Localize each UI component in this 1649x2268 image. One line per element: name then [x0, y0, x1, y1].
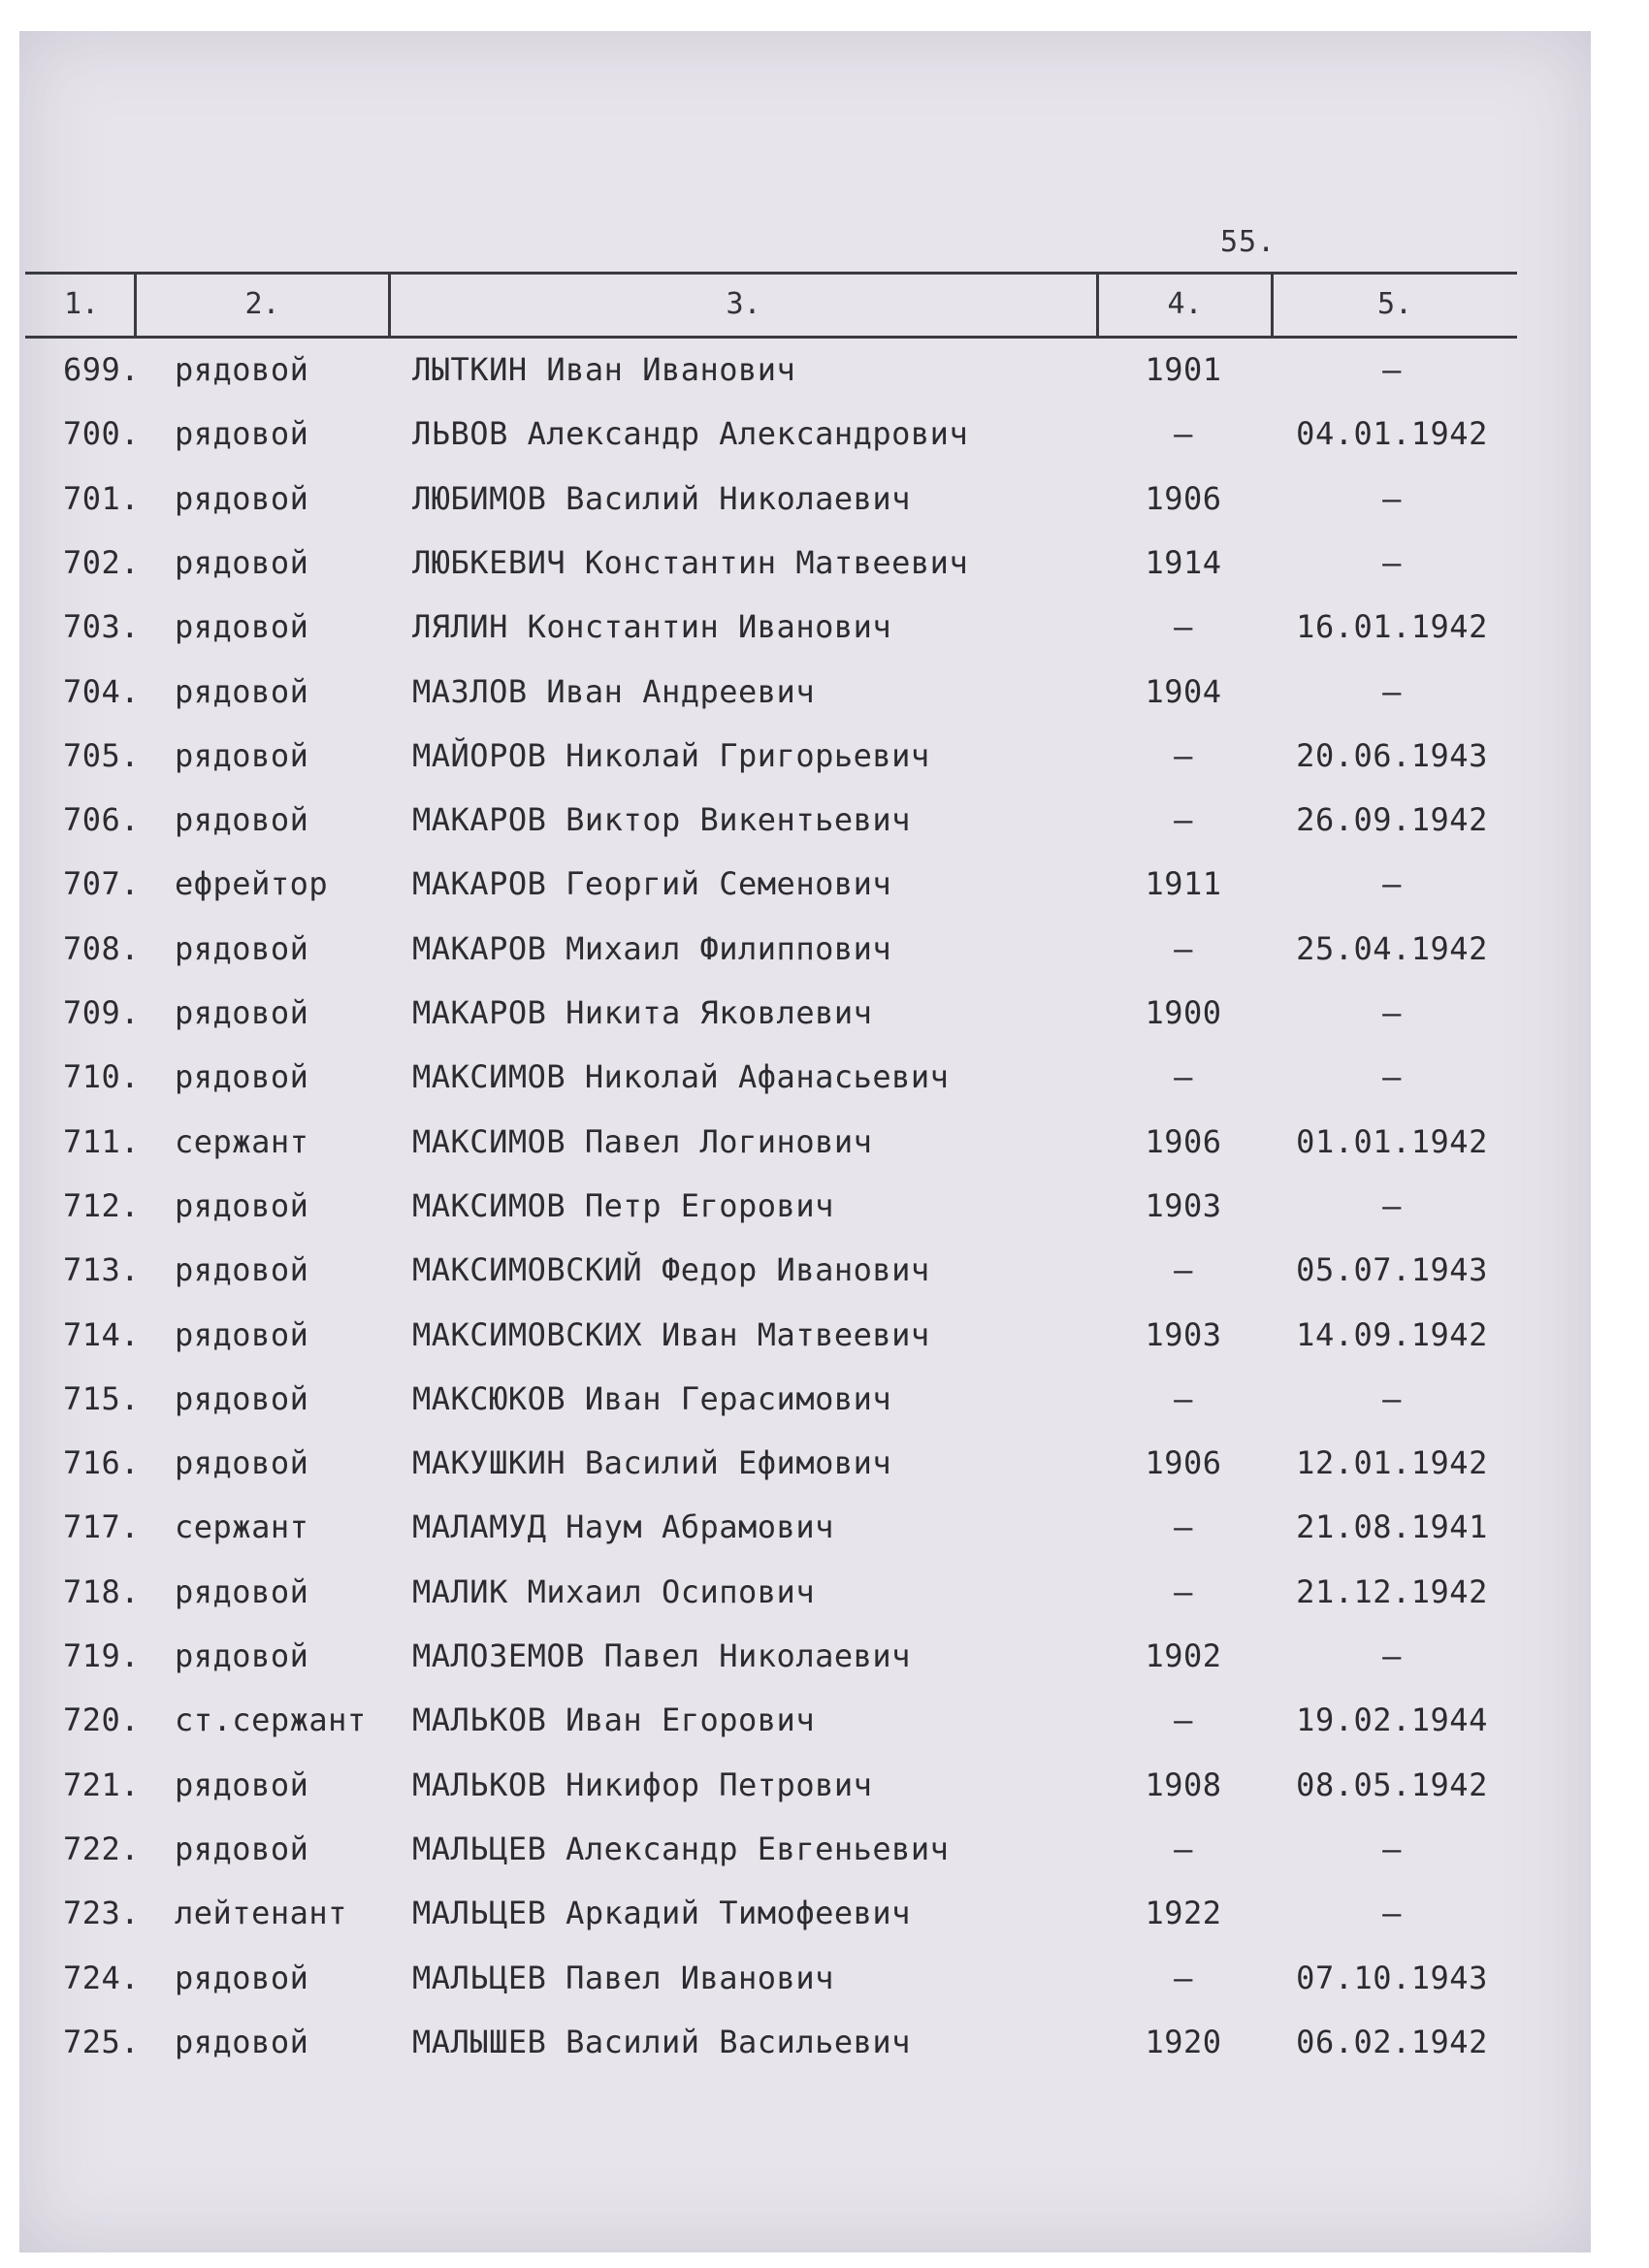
table-row — [0, 1123, 1649, 1172]
row-number: 714. — [62, 1315, 140, 1353]
row-date: 01.01.1942 — [1296, 1122, 1488, 1160]
row-name: МАЗЛОВ Иван Андреевич — [412, 672, 816, 710]
row-birth-year: – — [1174, 736, 1193, 774]
row-date: – — [1382, 543, 1402, 581]
row-number: 710. — [62, 1058, 140, 1096]
row-name: МАЛЬЦЕВ Аркадий Тимофеевич — [412, 1895, 911, 1932]
table-row — [0, 351, 1649, 400]
row-date: – — [1382, 1637, 1402, 1674]
table-row — [0, 1187, 1649, 1236]
row-birth-year: 1904 — [1145, 672, 1222, 710]
header-bottom-rule — [25, 336, 1517, 339]
table-row — [0, 608, 1649, 657]
row-number: 701. — [62, 479, 140, 517]
row-name: МАКАРОВ Никита Яковлевич — [412, 994, 873, 1031]
row-number: 709. — [62, 994, 140, 1031]
row-rank: рядовой — [175, 543, 309, 581]
row-date: – — [1382, 479, 1402, 517]
row-date: 20.06.1943 — [1296, 736, 1488, 774]
table-row — [0, 1701, 1649, 1750]
row-rank: ст.сержант — [175, 1701, 367, 1739]
row-birth-year: 1911 — [1145, 865, 1222, 903]
row-birth-year: – — [1174, 1508, 1193, 1546]
row-name: МАЙОРОВ Николай Григорьевич — [412, 736, 930, 774]
row-date: 06.02.1942 — [1296, 2023, 1488, 2060]
row-rank: сержант — [175, 1122, 309, 1160]
row-birth-year: 1906 — [1145, 1444, 1222, 1482]
table-row — [0, 544, 1649, 593]
row-rank: рядовой — [175, 1315, 309, 1353]
row-date: – — [1382, 351, 1402, 388]
table-row — [0, 801, 1649, 850]
row-name: МАКАРОВ Георгий Семенович — [412, 865, 892, 903]
table-row — [0, 1508, 1649, 1557]
row-number: 700. — [62, 415, 140, 453]
row-birth-year: 1902 — [1145, 1637, 1222, 1674]
column-header-1: 1. — [63, 287, 100, 321]
row-number: 721. — [62, 1766, 140, 1803]
row-name: МАКАРОВ Михаил Филиппович — [412, 929, 892, 967]
row-name: МАКАРОВ Виктор Викентьевич — [412, 801, 911, 839]
row-rank: рядовой — [175, 736, 309, 774]
row-rank: рядовой — [175, 1830, 309, 1867]
row-number: 706. — [62, 801, 140, 839]
row-name: МАКСИМОВ Петр Егорович — [412, 1186, 834, 1224]
row-rank: рядовой — [175, 1058, 309, 1096]
row-date: 25.04.1942 — [1296, 929, 1488, 967]
row-rank: рядовой — [175, 1251, 309, 1289]
row-number: 705. — [62, 736, 140, 774]
row-number: 722. — [62, 1830, 140, 1867]
row-name: МАКСИМОВ Павел Логинович — [412, 1122, 873, 1160]
row-date: – — [1382, 994, 1402, 1031]
row-number: 707. — [62, 865, 140, 903]
row-number: 704. — [62, 672, 140, 710]
row-birth-year: – — [1174, 415, 1193, 453]
row-date: – — [1382, 672, 1402, 710]
row-name: ЛЮБИМОВ Василий Николаевич — [412, 479, 911, 517]
row-birth-year: 1903 — [1145, 1186, 1222, 1224]
row-number: 717. — [62, 1508, 140, 1546]
row-birth-year: – — [1174, 608, 1193, 646]
row-date: 14.09.1942 — [1296, 1315, 1488, 1353]
row-date: – — [1382, 1895, 1402, 1932]
row-date: 07.10.1943 — [1296, 1959, 1488, 1996]
row-name: МАЛАМУД Наум Абрамович — [412, 1508, 834, 1546]
table-row — [0, 415, 1649, 464]
row-name: МАЛОЗЕМОВ Павел Николаевич — [412, 1637, 911, 1674]
row-number: 725. — [62, 2023, 140, 2060]
row-number: 708. — [62, 929, 140, 967]
column-header-2: 2. — [244, 287, 280, 321]
row-date: 19.02.1944 — [1296, 1701, 1488, 1739]
row-birth-year: – — [1174, 1959, 1193, 1996]
row-rank: сержант — [175, 1508, 309, 1546]
column-header-4: 4. — [1167, 287, 1203, 321]
row-number: 716. — [62, 1444, 140, 1482]
row-date: 08.05.1942 — [1296, 1766, 1488, 1803]
row-rank: рядовой — [175, 1959, 309, 1996]
row-birth-year: 1903 — [1145, 1315, 1222, 1353]
row-name: МАКСИМОВСКИЙ Федор Иванович — [412, 1251, 930, 1289]
page-number: 55. — [1220, 225, 1277, 259]
row-birth-year: 1908 — [1145, 1766, 1222, 1803]
table-row — [0, 1316, 1649, 1365]
row-rank: рядовой — [175, 1379, 309, 1417]
row-name: МАКСИМОВ Николай Афанасьевич — [412, 1058, 950, 1096]
row-rank: рядовой — [175, 2023, 309, 2060]
row-rank: рядовой — [175, 1766, 309, 1803]
row-rank: рядовой — [175, 1637, 309, 1674]
row-name: МАЛЬЦЕВ Павел Иванович — [412, 1959, 834, 1996]
row-date: 16.01.1942 — [1296, 608, 1488, 646]
row-rank: рядовой — [175, 1572, 309, 1610]
table-row — [0, 1380, 1649, 1429]
row-name: МАКСЮКОВ Иван Герасимович — [412, 1379, 892, 1417]
table-row — [0, 1895, 1649, 1943]
row-date: – — [1382, 1186, 1402, 1224]
row-name: МАЛЬКОВ Иван Егорович — [412, 1701, 816, 1739]
row-date: 12.01.1942 — [1296, 1444, 1488, 1482]
row-rank: ефрейтор — [175, 865, 329, 903]
row-name: МАКСИМОВСКИХ Иван Матвеевич — [412, 1315, 930, 1353]
row-number: 699. — [62, 351, 140, 388]
row-name: МАЛЬЦЕВ Александр Евгеньевич — [412, 1830, 950, 1867]
table-row — [0, 1766, 1649, 1815]
row-rank: рядовой — [175, 672, 309, 710]
row-rank: рядовой — [175, 929, 309, 967]
row-rank: рядовой — [175, 608, 309, 646]
table-row — [0, 1960, 1649, 2008]
row-date: 05.07.1943 — [1296, 1251, 1488, 1289]
table-row — [0, 1251, 1649, 1300]
row-birth-year: 1906 — [1145, 1122, 1222, 1160]
row-birth-year: – — [1174, 1701, 1193, 1739]
row-number: 702. — [62, 543, 140, 581]
row-name: ЛЮБКЕВИЧ Константин Матвеевич — [412, 543, 969, 581]
row-number: 719. — [62, 1637, 140, 1674]
row-rank: рядовой — [175, 801, 309, 839]
row-name: ЛЬВОВ Александр Александрович — [412, 415, 969, 453]
row-birth-year: – — [1174, 1058, 1193, 1096]
row-date: 26.09.1942 — [1296, 801, 1488, 839]
row-date: – — [1382, 1379, 1402, 1417]
row-date: 21.08.1941 — [1296, 1508, 1488, 1546]
table-row — [0, 1058, 1649, 1107]
row-number: 715. — [62, 1379, 140, 1417]
row-name: МАЛЫШЕВ Василий Васильевич — [412, 2023, 911, 2060]
row-number: 724. — [62, 1959, 140, 1996]
row-date: – — [1382, 1830, 1402, 1867]
table-row — [0, 865, 1649, 914]
table-row — [0, 1573, 1649, 1622]
table-row — [0, 1637, 1649, 1686]
row-rank: рядовой — [175, 351, 309, 388]
row-birth-year: 1906 — [1145, 479, 1222, 517]
table-row — [0, 2024, 1649, 2072]
table-row — [0, 1831, 1649, 1879]
table-row — [0, 1444, 1649, 1493]
row-rank: лейтенант — [175, 1895, 347, 1932]
row-birth-year: – — [1174, 1830, 1193, 1867]
row-name: МАЛЬКОВ Никифор Петрович — [412, 1766, 873, 1803]
row-name: МАКУШКИН Василий Ефимович — [412, 1444, 892, 1482]
row-rank: рядовой — [175, 479, 309, 517]
table-row — [0, 480, 1649, 529]
row-date: 04.01.1942 — [1296, 415, 1488, 453]
row-date: – — [1382, 1058, 1402, 1096]
row-date: – — [1382, 865, 1402, 903]
row-number: 723. — [62, 1895, 140, 1932]
table-row — [0, 994, 1649, 1043]
row-birth-year: 1901 — [1145, 351, 1222, 388]
row-birth-year: – — [1174, 1379, 1193, 1417]
row-birth-year: 1900 — [1145, 994, 1222, 1031]
row-name: ЛЯЛИН Константин Иванович — [412, 608, 892, 646]
row-name: МАЛИК Михаил Осипович — [412, 1572, 816, 1610]
row-number: 712. — [62, 1186, 140, 1224]
row-rank: рядовой — [175, 1444, 309, 1482]
column-header-3: 3. — [726, 287, 761, 321]
row-birth-year: 1914 — [1145, 543, 1222, 581]
row-birth-year: – — [1174, 929, 1193, 967]
row-rank: рядовой — [175, 1186, 309, 1224]
table-row — [0, 737, 1649, 786]
header-top-rule — [25, 272, 1517, 275]
row-number: 713. — [62, 1251, 140, 1289]
row-birth-year: – — [1174, 1572, 1193, 1610]
table-row — [0, 673, 1649, 722]
row-number: 720. — [62, 1701, 140, 1739]
row-rank: рядовой — [175, 415, 309, 453]
row-birth-year: – — [1174, 801, 1193, 839]
row-name: ЛЫТКИН Иван Иванович — [412, 351, 796, 388]
column-header-5: 5. — [1376, 287, 1413, 321]
row-birth-year: 1922 — [1145, 1895, 1222, 1932]
row-number: 711. — [62, 1122, 140, 1160]
row-birth-year: – — [1174, 1251, 1193, 1289]
row-number: 718. — [62, 1572, 140, 1610]
row-number: 703. — [62, 608, 140, 646]
row-birth-year: 1920 — [1145, 2023, 1222, 2060]
table-row — [0, 930, 1649, 979]
row-rank: рядовой — [175, 994, 309, 1031]
row-date: 21.12.1942 — [1296, 1572, 1488, 1610]
